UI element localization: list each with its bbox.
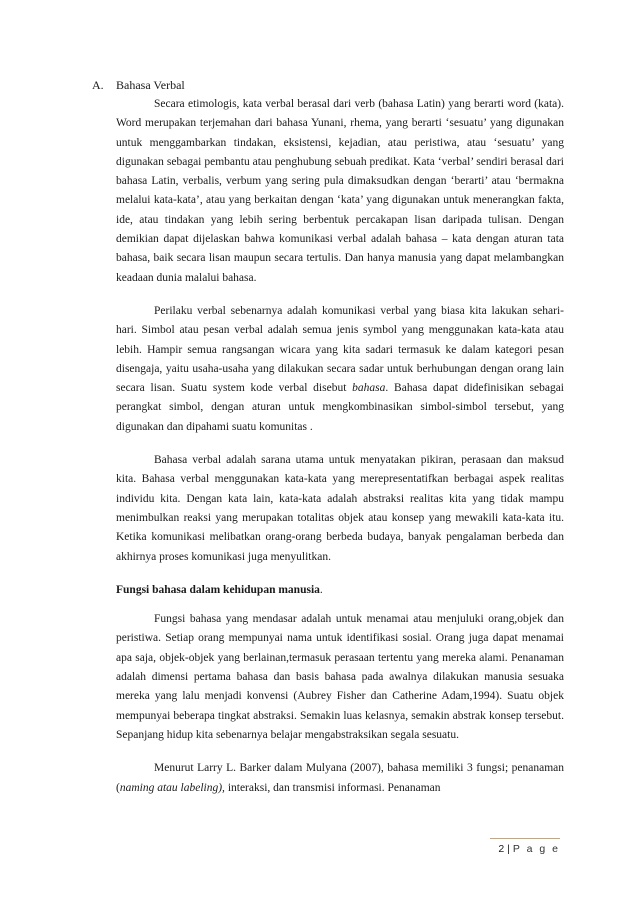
paragraph-3: Bahasa verbal adalah sarana utama untuk menyatakan pikiran, perasaan dan maksud kita. Bahasa verbal menggunakan kata-kata yang merepresentatifkan berbagai aspek realitas individu kita. Dengan kata lain, kata-kata adalah abstraksi realitas kita yang tidak mampu menimbulkan reaksi yang merupakan totalitas objek atau konsep yang mewakili kata-kata itu. Ketika komunikasi melibatkan orang-orang berbeda budaya, banyak pengalaman berbeda dan akhirnya proses komunikasi juga menyulitkan. [116,454,564,563]
paragraph-5-text-end: interaksi, dan transmisi informasi. Penanaman [224,781,441,794]
subheading [116,581,564,600]
paragraph-1: Secara etimologis, kata verbal berasal dari verb (bahasa Latin) yang berarti word (kata). Word merupakan terjemahan dari bahasa Yunani, rhema, yang berarti ‘sesuatu’ yang digunakan untuk menggambarkan tindakan, eksistensi, kejadian, atau peristiwa, atau ‘sesuatu’ yang digunakan sebagai pembantu atau penghubung sebuah predikat. Kata ‘verbal’ sendiri berasal dari bahasa Latin, verbalis, verbum yang sering pula dimaksudkan dengan ‘berarti’ atau ‘bermakna melalui kata-kata’, atau yang berkaitan dengan ‘kata’ yang digunakan untuk menerangkan fakta, ide, atau tindakan yang lebih sering berbentuk percakapan lisan daripada tulisan. Dengan demikian dapat dijelaskan bahwa komunikasi verbal adalah bahasa – kata dengan aturan tata bahasa, baik secara lisan maupun secara tertulis. Dan hanya manusia yang dapat melambangkan keadaan dunia malalui bahasa. [116,98,564,284]
section-number: A. [92,78,104,92]
paragraph-5-text-start: Menurut Larry L. Barker dalam Mulyana (2007), bahasa memiliki 3 fungsi; penanaman ( [116,762,564,794]
footer-separator: | [507,843,510,855]
subheading-period: . [319,583,323,596]
paragraph-5 [116,759,564,798]
paragraph-2 [116,302,564,437]
section-heading [92,77,185,93]
page-footer [490,838,560,855]
paragraph-2-text-start: Perilaku verbal sebenarnya adalah komunikasi verbal yang biasa kita lakukan sehari-hari. Simbol atau pesan verbal adalah semua jenis symbol yang menggunakan kata-kata atau lebih. Hampir semua rangsangan wicara yang kita sadari termasuk ke dalam kategori pesan disengaja, yaitu usaha-usaha yang dilakukan secara sadar untuk berhubungan dengan orang lain secara lisan. Suatu system kode verbal disebut [116,304,564,395]
paragraph-4: Fungsi bahasa yang mendasar adalah untuk menamai atau menjuluki orang,objek dan peristiwa. Setiap orang mempunyai nama untuk identifikasi sosial. Orang juga dapat menamai apa saja, objek-objek yang berlainan,termasuk perasaan tertentu yang mereka alami. Penanaman adalah dimensi pertama bahasa dan basis bahasa pada awalnya dilakukan manusia sesuaka mereka yang lalu menjadi konvensi (Aubrey Fisher dan Catherine Adam,1994). Suatu objek mempunyai beberapa tingkat abstraksi. Semakin luas kelasnya, semakin abstrak konsep tersebut. Sepanjang hidup kita sebenarnya belajar mengabstraksikan segala sesuatu. [116,613,564,741]
section-title: Bahasa Verbal [116,78,185,92]
subheading-text: Fungsi bahasa dalam kehidupan manusia [116,583,320,596]
page-number: 2 [498,843,505,855]
paragraph-5-italic: naming atau labeling), [119,781,225,794]
page-label: P a g e [512,843,560,855]
document-body [116,95,564,812]
paragraph-2-text-end: . Bahasa dapat didefinisikan sebagai perangkat simbol, dengan aturan untuk mengkombinasikan simbol-simbol tersebut, yang digunakan dan dipahami suatu komunitas . [116,382,565,433]
paragraph-2-italic: bahasa [352,382,386,395]
